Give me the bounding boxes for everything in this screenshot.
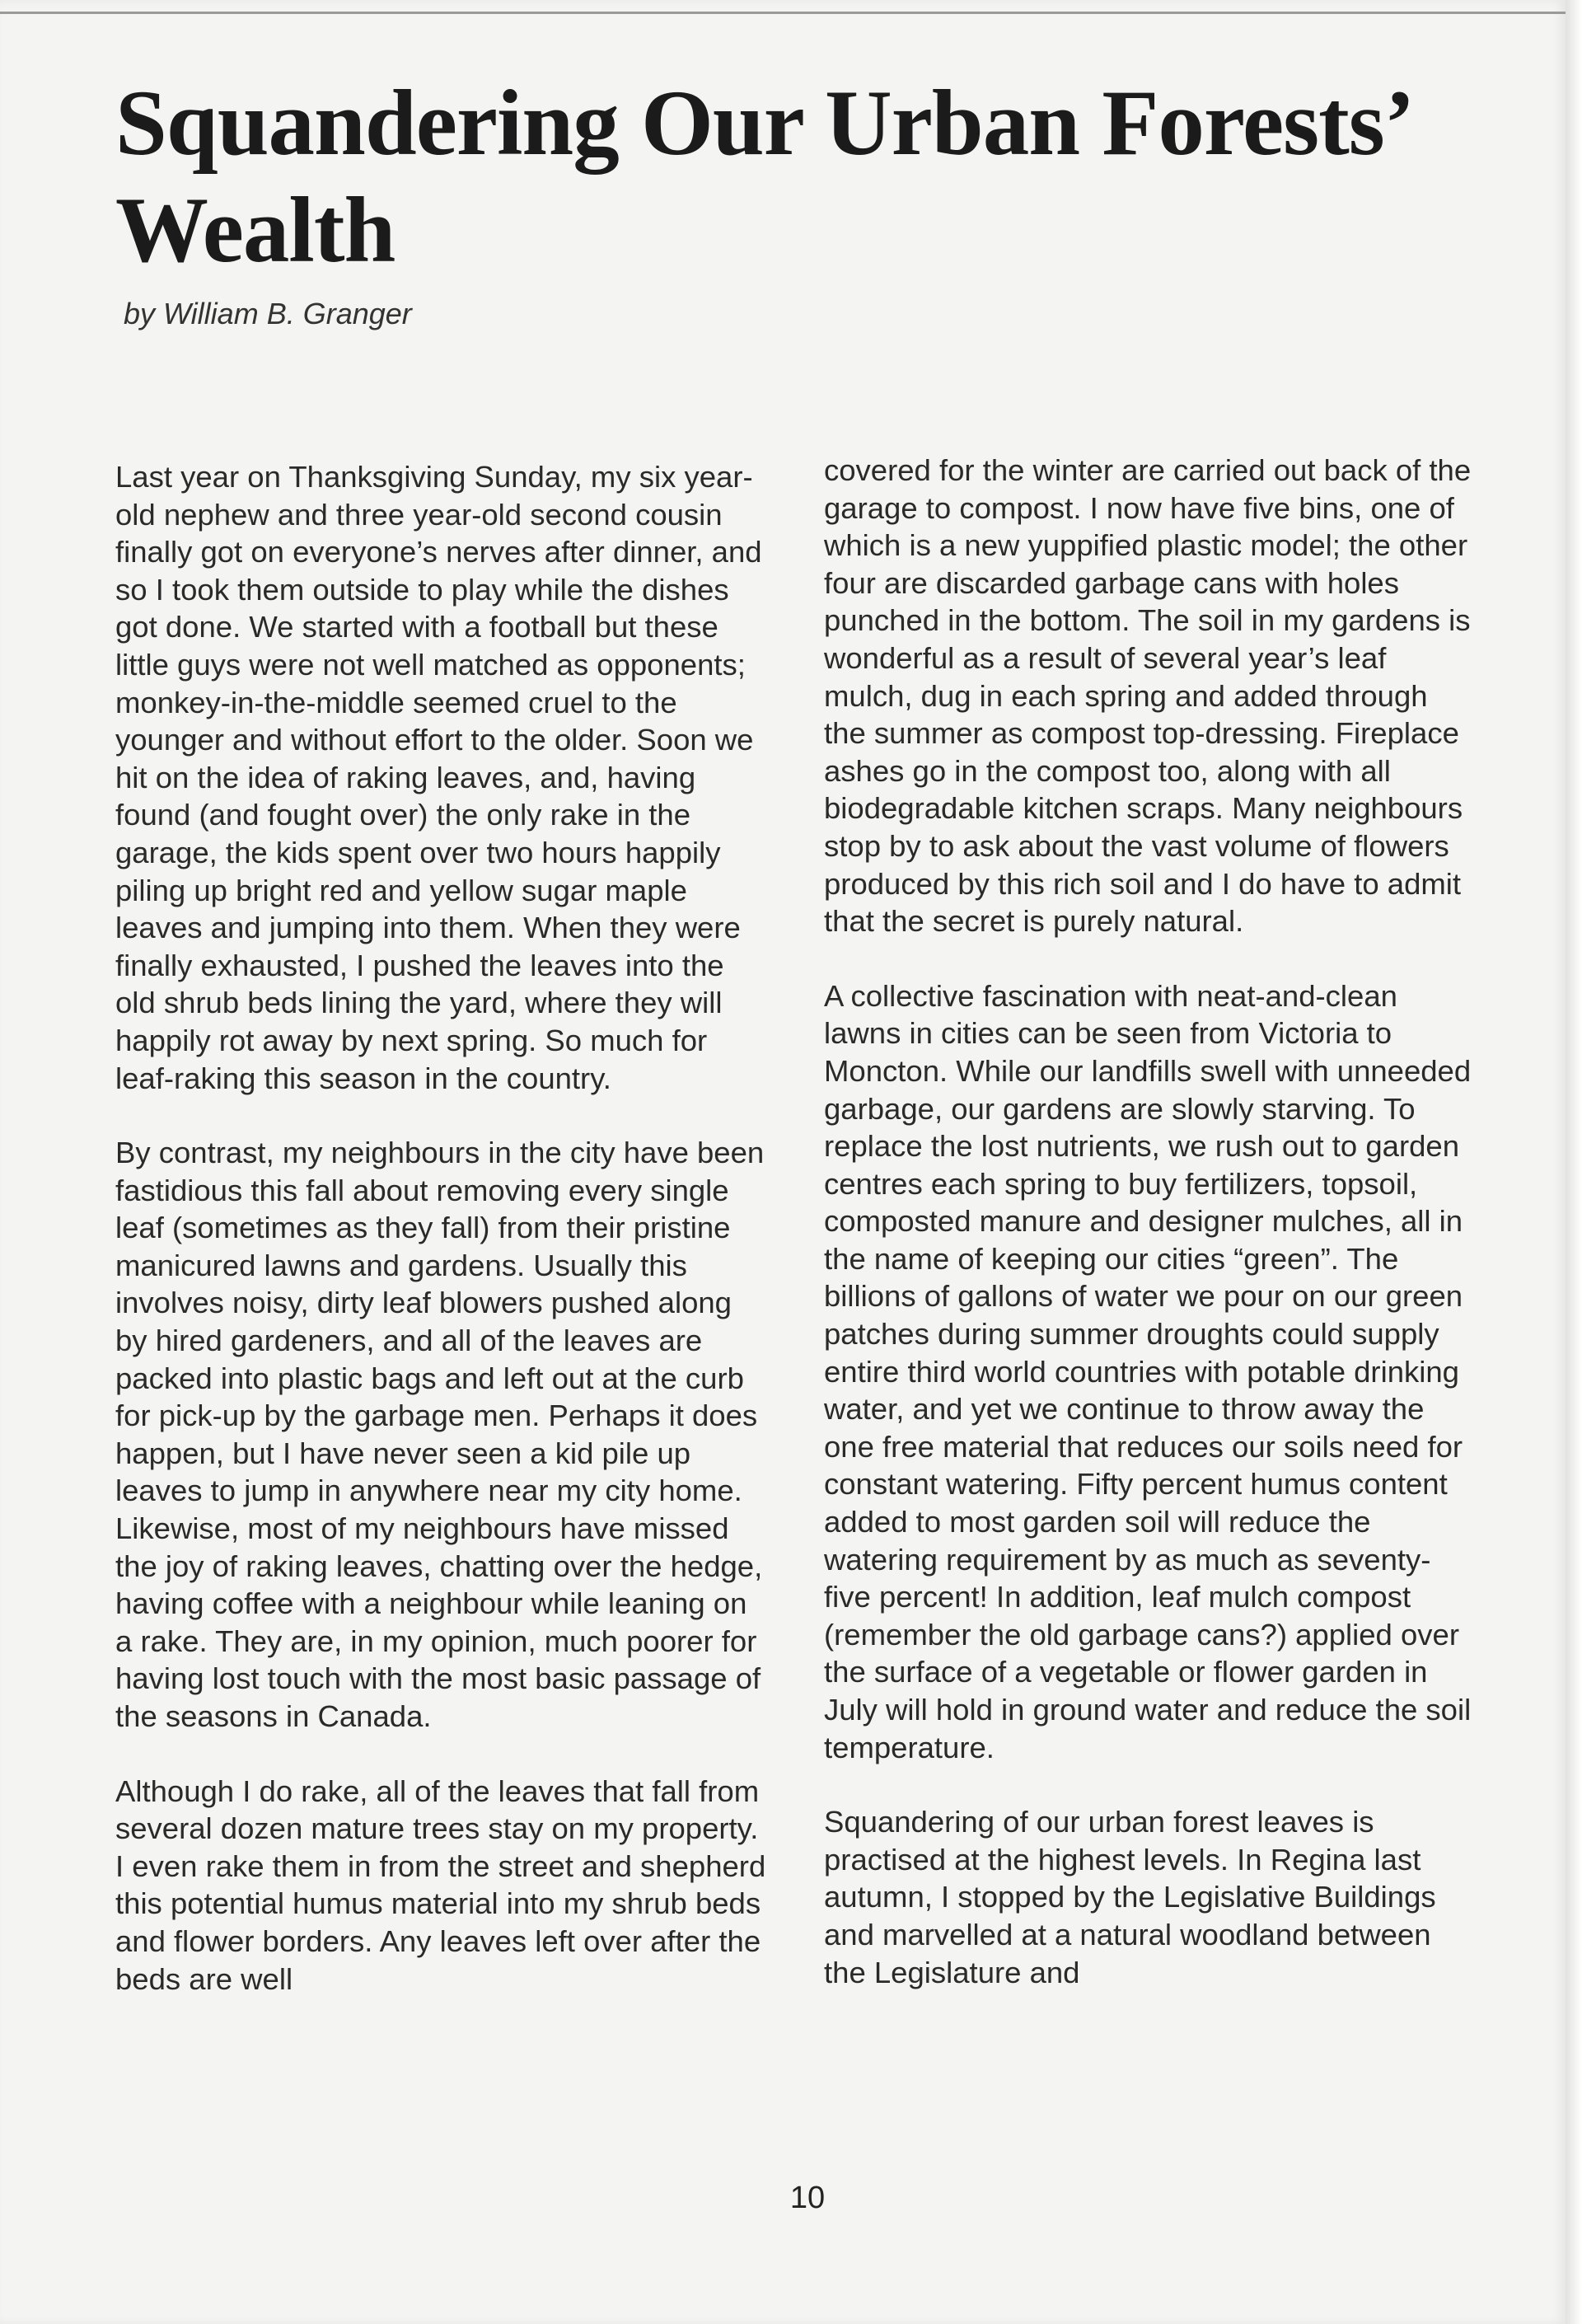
article-title: Squandering Our Urban Forests’ Wealth [115, 72, 1407, 282]
paragraph: Although I do rake, all of the leaves that fall from several dozen mature trees stay on my property. I even rake them in from the street and shepherd this potential humus material into my shrub beds and flower borders. Any leaves left over after the beds are well [115, 1773, 766, 1996]
page-number: 10 [789, 2181, 826, 2215]
page-edge [1566, 0, 1582, 2324]
paragraph: A collective fascination with neat-and-clean lawns in cities can be seen from Victoria to Moncton. While our landfills swell with unneeded garbage, our gardens are slowly starving. To replace the lost nutrients, we rush out to garden centres each spring to buy fertilizers, topsoil, composted manure and designer mulches, all in the name of keeping our cities “green”. The billions of gallons of water we pour on our green patches during summer droughts could supply entire third world countries with potable drinking water, and yet we continue to throw away the one free material that reduces our soils need for constant watering. Fifty percent humus content added to most garden soil will reduce the watering requirement by as much as seventy-five percent! In addition, leaf mulch compost (remember the old garbage cans?) applied over the surface of a vegetable or flower garden in July will hold in ground water and reduce the soil temperature. [824, 978, 1472, 1764]
paragraph: covered for the winter are carried out back of the garage to compost. I now have five bins, one of which is a new yuppified plastic model; the other four are discarded garbage cans with holes punched in the bottom. The soil in my gardens is wonderful as a result of several year’s leaf mulch, dug in each spring and added through the summer as compost top-dressing. Fireplace ashes go in the compost too, along with all biodegradable kitchen scraps. Many neighbours stop by to ask about the vast volume of flowers produced by this rich soil and I do have to admit that the secret is purely natural. [824, 453, 1472, 939]
paragraph: Last year on Thanksgiving Sunday, my six year-old nephew and three year-old second cousin finally got on everyone’s nerves after dinner, and so I took them outside to play while the dishes got done. We started with a football but these little guys were not well matched as opponents; monkey-in-the-middle seemed cruel to the younger and without effort to the older. Soon we hit on the idea of raking leaves, and, having found (and fought over) the only rake in the garage, the kids spent over two hours happily piling up bright red and yellow sugar maple leaves and jumping into them. When they were finally exhausted, I pushed the leaves into the old shrub beds lining the yard, where they will happily rot away by next spring. So much for leaf-raking this season in the country. [115, 460, 762, 1095]
paragraph: By contrast, my neighbours in the city have been fastidious this fall about removing every single leaf (sometimes as they fall) from their pristine manicured lawns and gardens. Usually this involves noisy, dirty leaf blowers pushed along by hired gardeners, and all of the leaves are packed into plastic bags and left out at the curb for pick-up by the garbage men. Perhaps it does happen, but I have never seen a kid pile up leaves to jump in anywhere near my city home. Likewise, most of my neighbours have missed the joy of raking leaves, chatting over the hedge, having coffee with a neighbour while leaning on a rake. They are, in my opinion, much poorer for having lost touch with the most basic passage of the seasons in Canada. [115, 1136, 765, 1733]
top-rule [0, 12, 1566, 14]
paragraph: Squandering of our urban forest leaves is practised at the highest levels. In Regina last autumn, I stopped by the Legislative Buildings and marvelled at a natural woodland between the Legislature and [824, 1805, 1436, 1989]
right-column [824, 452, 1475, 2028]
article-byline: by William B. Granger [124, 297, 412, 330]
left-column [115, 458, 766, 2035]
